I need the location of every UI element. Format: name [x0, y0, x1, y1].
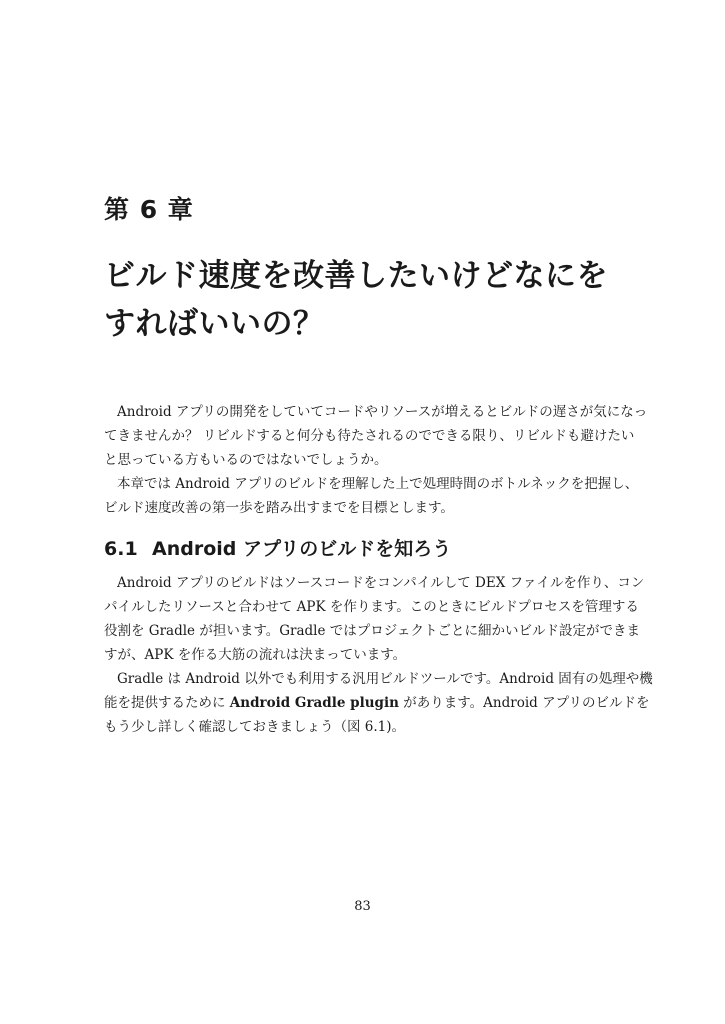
chapter-title-line: ビルド速度を改善したいけどなにを — [104, 258, 608, 294]
chapter-label: 第 6 章 — [104, 195, 194, 224]
body-line: Android アプリのビルドはソースコードをコンパイルして DEX ファイルを作り、コン — [117, 575, 645, 591]
body-text: があります。Android アプリのビルドを — [398, 695, 650, 711]
intro-paragraphs — [104, 400, 648, 520]
chapter-title — [104, 252, 634, 348]
section-number: 6.1 — [104, 538, 138, 560]
chapter-title-line: すればいいの？ — [104, 306, 325, 342]
body-line: パイルしたリソースと合わせて APK を作ります。このときにビルドプロセスを管理する — [104, 599, 639, 615]
section-title: Android アプリのビルドを知ろう — [152, 538, 452, 560]
body-line — [104, 691, 650, 715]
section-heading — [104, 535, 451, 563]
section-body — [104, 571, 653, 739]
body-text: 能を提供するために — [104, 695, 230, 711]
intro-line: Android アプリの開発をしていてコードやリソースが増えるとビルドの遅さが気になっ — [117, 404, 648, 420]
intro-line: 本章では Android アプリのビルドを理解した上で処理時間のボトルネックを把握し、 — [117, 476, 639, 492]
intro-line: てきませんか？ リビルドすると何分も待たされるのでできる限り、リビルドも避けたい — [104, 428, 635, 444]
body-line: すが、APK を作る大筋の流れは決まっています。 — [104, 647, 407, 663]
body-line: Gradle は Android 以外でも利用する汎用ビルドツールです。Android 固有の処理や機 — [117, 671, 653, 687]
body-line: 役割を Gradle が担います。Gradle ではプロジェクトごとに細かいビルド設定ができま — [104, 623, 640, 639]
bold-term: Android Gradle plugin — [229, 695, 399, 711]
page-number: 83 — [354, 899, 371, 914]
body-line: もう少し詳しく確認しておきましょう（図 6.1)。 — [104, 719, 406, 735]
intro-line: ビルド速度改善の第一歩を踏み出すまでを目標とします。 — [104, 500, 454, 516]
intro-line: と思っている方もいるのではないでしょうか。 — [104, 452, 388, 468]
